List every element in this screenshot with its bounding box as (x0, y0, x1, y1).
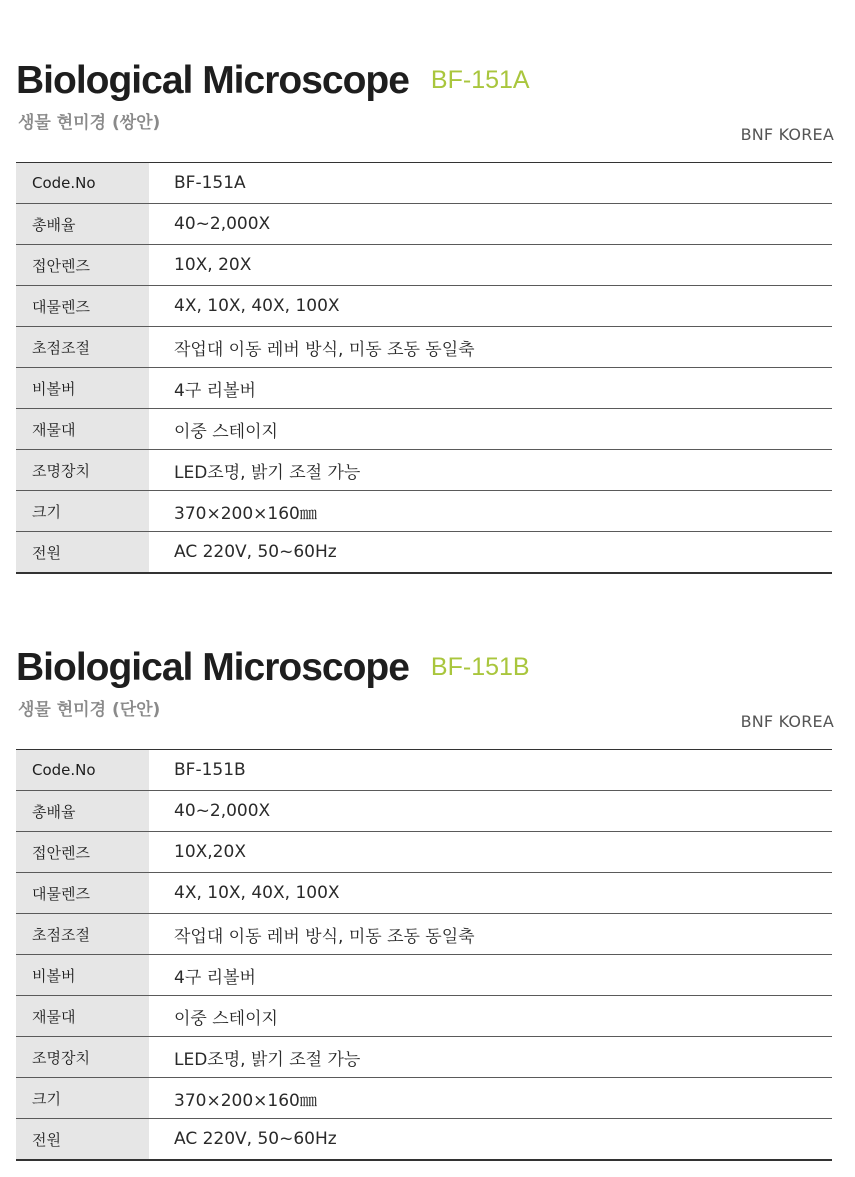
spec-value: 4구 리볼버 (149, 955, 832, 996)
spec-row-power (16, 532, 832, 574)
spec-table (16, 162, 832, 574)
spec-label: 크기 (16, 1078, 149, 1119)
spec-row-revolver (16, 368, 832, 409)
spec-label: 접안렌즈 (16, 245, 149, 286)
spec-label: Code.No (16, 750, 149, 791)
spec-value: 40~2,000X (149, 791, 832, 832)
product-title: Biological Microscope (16, 646, 409, 689)
spec-row-eyepiece (16, 832, 832, 873)
model-code: BF-151A (430, 66, 530, 94)
spec-row-size (16, 491, 832, 532)
spec-row-eyepiece (16, 245, 832, 286)
brand-name: BNF KOREA (740, 712, 834, 731)
spec-value: 작업대 이동 레버 방식, 미동 조동 동일축 (149, 914, 832, 955)
spec-value: 이중 스테이지 (149, 409, 832, 450)
spec-row-code-no (16, 750, 832, 791)
spec-row-focus (16, 914, 832, 955)
spec-label: 초점조절 (16, 914, 149, 955)
spec-value: 이중 스테이지 (149, 996, 832, 1037)
spec-value: 10X,20X (149, 832, 832, 873)
subtitle-row (16, 691, 832, 749)
spec-value: 10X, 20X (149, 245, 832, 286)
product-header (16, 645, 832, 691)
spec-label: 접안렌즈 (16, 832, 149, 873)
spec-value: 370×200×160㎜ (149, 491, 832, 532)
spec-value: LED조명, 밝기 조절 가능 (149, 1037, 832, 1078)
spec-row-size (16, 1078, 832, 1119)
spec-row-revolver (16, 955, 832, 996)
model-code: BF-151B (430, 653, 530, 681)
spec-value: AC 220V, 50~60Hz (174, 1129, 337, 1149)
spec-label: 전원 (16, 532, 149, 574)
spec-row-stage (16, 409, 832, 450)
spec-value: AC 220V, 50~60Hz (174, 542, 337, 562)
brand-name: BNF KOREA (740, 125, 834, 144)
spec-label: 대물렌즈 (16, 286, 149, 327)
spec-label: 전원 (16, 1119, 149, 1161)
spec-row-power (16, 1119, 832, 1161)
spec-row-illumination (16, 450, 832, 491)
spec-row-objective (16, 873, 832, 914)
spec-label: 대물렌즈 (16, 873, 149, 914)
product-subtitle: 생물 현미경 (쌍안) (18, 113, 161, 133)
spec-value: 40~2,000X (149, 204, 832, 245)
spec-value: 4구 리볼버 (149, 368, 832, 409)
spec-value: BF-151A (149, 163, 832, 204)
spec-table (16, 749, 832, 1161)
spec-row-objective (16, 286, 832, 327)
spec-label: 총배율 (16, 791, 149, 832)
spec-value: 4X, 10X, 40X, 100X (149, 873, 832, 914)
subtitle-row (16, 104, 832, 162)
spec-value: 작업대 이동 레버 방식, 미동 조동 동일축 (149, 327, 832, 368)
spec-row-focus (16, 327, 832, 368)
product-section-bf-151a (16, 58, 832, 574)
spec-label: 초점조절 (16, 327, 149, 368)
spec-value: LED조명, 밝기 조절 가능 (149, 450, 832, 491)
spec-label: 조명장치 (16, 450, 149, 491)
spec-row-total-magnification (16, 204, 832, 245)
product-title: Biological Microscope (16, 59, 409, 102)
spec-label: Code.No (16, 163, 149, 204)
spec-row-illumination (16, 1037, 832, 1078)
spec-label: 비볼버 (16, 955, 149, 996)
product-header (16, 58, 832, 104)
spec-value: BF-151B (149, 750, 832, 791)
spec-label: 비볼버 (16, 368, 149, 409)
spec-row-stage (16, 996, 832, 1037)
product-subtitle: 생물 현미경 (단안) (18, 700, 161, 720)
spec-value: 370×200×160㎜ (149, 1078, 832, 1119)
spec-label: 총배율 (16, 204, 149, 245)
spec-label: 재물대 (16, 996, 149, 1037)
spec-row-code-no (16, 163, 832, 204)
spec-label: 크기 (16, 491, 149, 532)
spec-label: 재물대 (16, 409, 149, 450)
spec-value: 4X, 10X, 40X, 100X (149, 286, 832, 327)
product-section-bf-151b (16, 645, 832, 1161)
spec-label: 조명장치 (16, 1037, 149, 1078)
spec-row-total-magnification (16, 791, 832, 832)
